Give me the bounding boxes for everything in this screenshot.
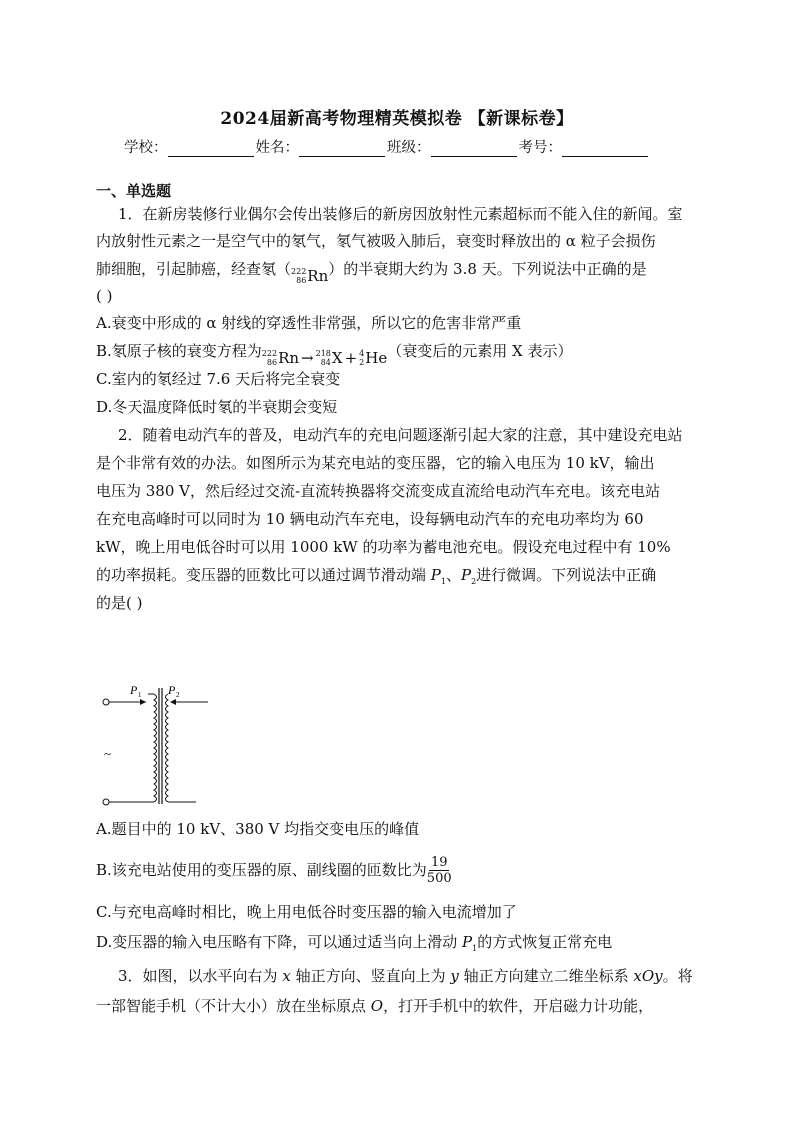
name-blank[interactable] (299, 140, 385, 157)
exam-number-label: 考号： (518, 140, 562, 156)
eq-x-z: 84 (320, 358, 331, 367)
q2-line-3: 电压为 380 V，然后经过交流-直流转换器将交流变成直流给电动汽车充电。该充电站 (96, 482, 661, 500)
q3-xoy: xOy (633, 967, 663, 985)
eq-he: He (365, 349, 388, 367)
q2-p2-sub: 2 (471, 577, 477, 586)
q1-line-3 (96, 259, 647, 286)
transformer-diagram (96, 680, 216, 810)
exam-number-blank[interactable] (562, 140, 648, 157)
q3-line-1 (118, 966, 693, 986)
input-terminal-top (103, 699, 109, 705)
q1-line-3b: ）的半衰期大约为 3.8 天。下列说法中正确的是 (328, 260, 647, 278)
q2-line-5: kW，晚上用电低谷时可以用 1000 kW 的功率为蓄电池充电。假设充电过程中有 10% (96, 538, 671, 556)
section-heading: 一、单选题 (96, 182, 172, 200)
q1-line-1: 1．在新房装修行业偶尔会传出装修后的新房因放射性元素超标而不能入住的新闻。室 (118, 205, 683, 223)
eq-rn-z: 86 (266, 358, 278, 367)
q3-line-2 (96, 996, 653, 1016)
secondary-coil (166, 694, 169, 802)
q1-line-3a: 肺细胞，引起肺癌，经查氡（ (96, 260, 292, 278)
fraction-denominator: 500 (426, 870, 452, 886)
q3-line-1b: 轴正方向、竖直向上为 (290, 967, 451, 985)
rn-atomic-number: 86 (296, 276, 307, 285)
input-terminal-bottom (103, 799, 109, 805)
q1-option-d[interactable]: D.冬天温度降低时氡的半衰期会变短 (96, 398, 338, 416)
exam-title: 2024届新高考物理精英模拟卷 【新课标卷】 (220, 109, 574, 129)
q3-y-axis: y (450, 967, 459, 985)
q3-line-1a: 3．如图，以水平向右为 (118, 967, 283, 985)
q2-option-d[interactable] (96, 932, 612, 959)
q2-option-d-p-sub: 1 (472, 944, 478, 953)
q2-option-b-prefix: B.该充电站使用的变压器的原、副线圈的匝数比为 (96, 861, 427, 879)
decay-equation (262, 348, 387, 368)
q2-option-d-p: P (462, 933, 473, 951)
q2-line-6a: 的功率损耗。变压器的匝数比可以通过调节滑动端 (96, 566, 431, 584)
p1-label: P (130, 683, 138, 697)
q2-p2: P (460, 566, 472, 584)
q2-line-2: 是个非常有效的办法。如图所示为某充电站的变压器，它的输入电压为 10 kV，输出 (96, 454, 655, 472)
q2-option-d-suffix: 的方式恢复正常充电 (477, 933, 613, 951)
q3-line-1d: 。将 (662, 967, 693, 985)
p2-arrow (170, 699, 176, 705)
q3-x-axis: x (282, 967, 291, 985)
turns-ratio-fraction (427, 855, 452, 886)
eq-rn-mass: 222 (261, 349, 278, 358)
radon-nuclide (291, 266, 328, 286)
q2-option-b[interactable] (96, 852, 452, 888)
q1-option-c[interactable]: C.室内的氡经过 7.6 天后将完全衰变 (96, 370, 341, 388)
p2-label-sub: 2 (176, 691, 180, 699)
q2-line-6b: 进行微调。下列说法中正确 (476, 566, 657, 584)
student-info-row (124, 136, 650, 157)
eq-he-z: 2 (359, 358, 365, 367)
q2-p1-sub: 1 (440, 577, 446, 586)
school-blank[interactable] (168, 140, 254, 157)
school-label: 学校： (124, 140, 168, 156)
q2-line-7: 的是( ) (96, 594, 143, 612)
q2-line-4: 在充电高峰时可以同时为 10 辆电动汽车充电，设每辆电动汽车的充电功率均为 60 (96, 510, 644, 528)
q2-option-c[interactable]: C.与充电高峰时相比，晚上用电低谷时变压器的输入电流增加了 (96, 903, 517, 921)
eq-arrow: → (301, 349, 314, 367)
q2-option-d-prefix: D.变压器的输入电压略有下降，可以通过适当向上滑动 (96, 933, 463, 951)
q2-p1: P (430, 566, 441, 584)
rn-mass-number: 222 (291, 267, 307, 276)
q2-sep: 、 (445, 566, 461, 584)
eq-he-mass: 4 (359, 349, 365, 358)
q3-origin: O (370, 997, 384, 1015)
q1-option-a[interactable]: A.衰变中形成的 α 射线的穿透性非常强，所以它的危害非常严重 (96, 314, 522, 332)
q1-option-b-prefix: B.氡原子核的衰变方程为 (96, 342, 262, 360)
name-label: 姓名： (255, 140, 299, 156)
eq-x: X (331, 349, 343, 367)
p2-label: P (168, 683, 176, 697)
eq-plus: + (344, 349, 358, 367)
ac-source-symbol: ~ (104, 746, 112, 761)
q3-line-2a: 一部智能手机（不计大小）放在坐标原点 (96, 997, 371, 1015)
q1-option-b[interactable] (96, 341, 572, 368)
q3-line-1c: 轴正方向建立二维坐标系 (458, 967, 634, 985)
rn-symbol: Rn (307, 267, 329, 285)
p1-arrow (140, 699, 146, 705)
class-label: 班级： (387, 140, 431, 156)
q2-option-a[interactable]: A.题目中的 10 kV、380 V 均指交变电压的峰值 (96, 820, 420, 838)
primary-coil (148, 694, 157, 802)
q3-line-2b: ，打开手机中的软件，开启磁力计功能， (383, 997, 654, 1015)
q1-option-b-suffix: （衰变后的元素用 X 表示） (387, 342, 573, 360)
eq-x-mass: 218 (315, 349, 331, 358)
class-blank[interactable] (431, 140, 517, 157)
p1-label-sub: 1 (138, 691, 142, 699)
q2-line-6 (96, 565, 656, 592)
q1-paren: ( ) (96, 287, 113, 305)
fraction-numerator: 19 (430, 854, 448, 870)
q1-line-2: 内放射性元素之一是空气中的氡气，氡气被吸入肺后，衰变时释放出的 α 粒子会损伤 (96, 232, 656, 250)
q2-line-1: 2．随着电动汽车的普及，电动汽车的充电问题逐渐引起大家的注意，其中建设充电站 (118, 426, 683, 444)
eq-rn: Rn (278, 349, 300, 367)
